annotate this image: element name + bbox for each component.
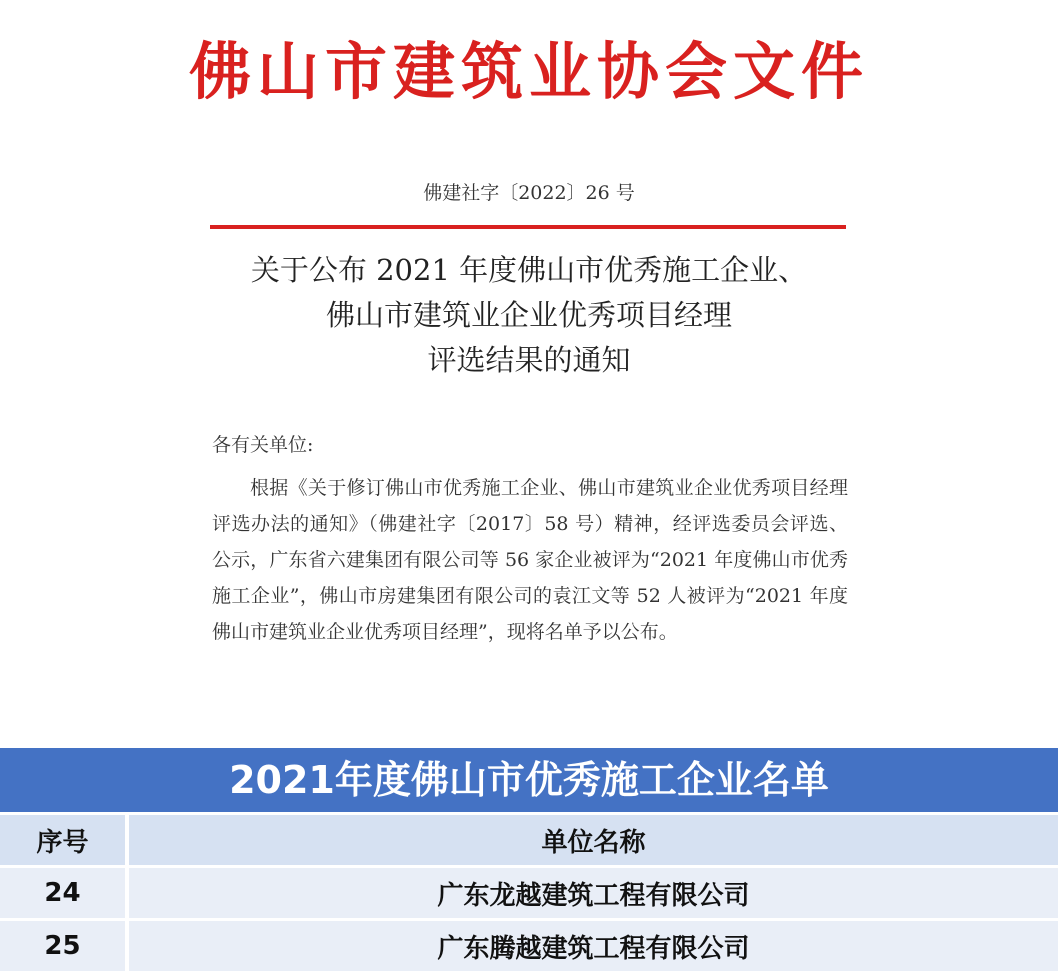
header-index-cell: 序号 xyxy=(0,815,125,865)
notice-title xyxy=(0,248,1058,383)
table-row xyxy=(0,868,1058,918)
notice-title-line-3: 评选结果的通知 xyxy=(427,343,631,377)
award-list-table xyxy=(0,748,1058,971)
notice-title-line-1: 关于公布 2021 年度佛山市优秀施工企业、 xyxy=(250,253,808,287)
salutation: 各有关单位: xyxy=(212,434,314,456)
header-name-cell: 单位名称 xyxy=(129,815,1058,865)
table-title: 2021年度佛山市优秀施工企业名单 xyxy=(0,748,1058,812)
row-index-cell: 24 xyxy=(0,868,125,918)
row-name-cell: 广东龙越建筑工程有限公司 xyxy=(129,868,1058,918)
red-divider-line xyxy=(210,225,846,229)
row-name-cell: 广东腾越建筑工程有限公司 xyxy=(129,921,1058,971)
notice-body-paragraph: 根据《关于修订佛山市优秀施工企业、佛山市建筑业企业优秀项目经理评选办法的通知》（佛建社字〔2017〕58 号）精神，经评选委员会评选、公示，广东省六建集团有限公司等 56 家企业被评为“2021 年度佛山市优秀施工企业”，佛山市房建集团有限公司的袁江文等 52 人被评为“2021 年度佛山市建筑业企业优秀项目经理”，现将名单予以公布。 xyxy=(212,477,848,643)
notice-title-line-2: 佛山市建筑业企业优秀项目经理 xyxy=(325,298,732,332)
table-header-row xyxy=(0,815,1058,865)
row-index-cell: 25 xyxy=(0,921,125,971)
document-masthead: 佛山市建筑业协会文件 xyxy=(188,35,869,108)
table-row xyxy=(0,921,1058,971)
document-number: 佛建社字〔2022〕26 号 xyxy=(423,182,635,204)
